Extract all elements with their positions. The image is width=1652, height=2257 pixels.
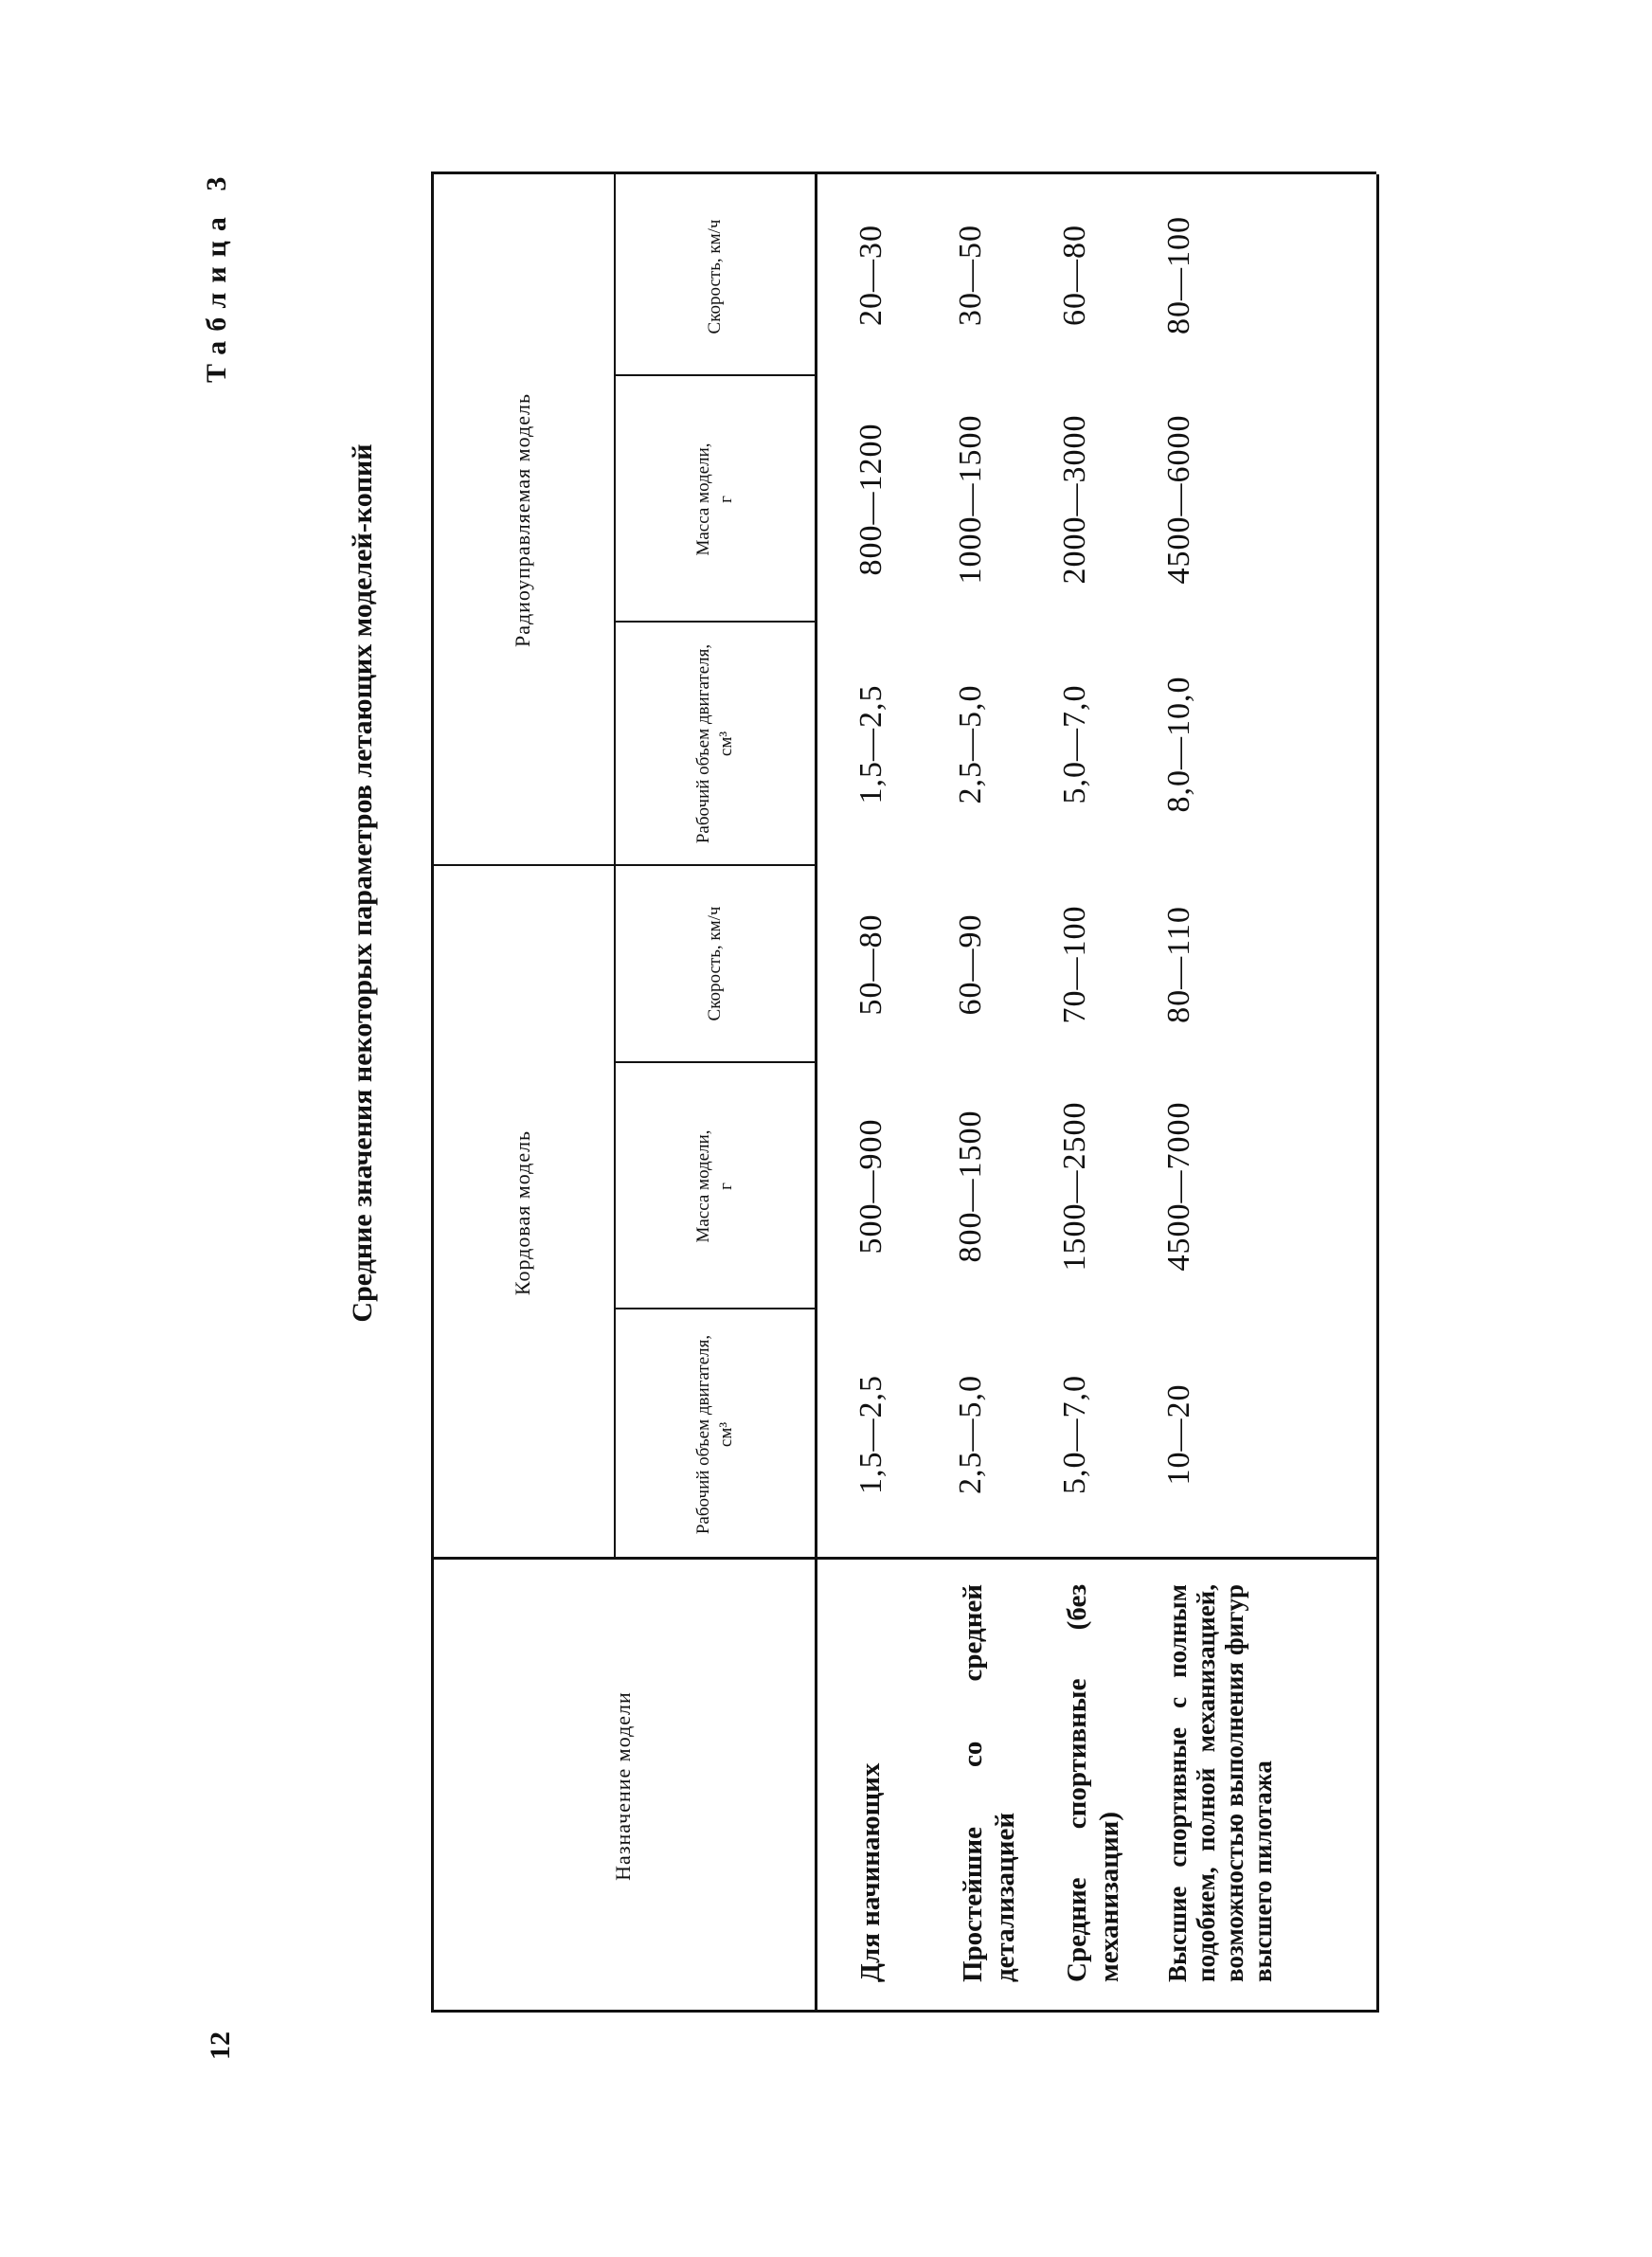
row-1-radio-speed: 20—30 [853, 225, 889, 326]
row-4-cord-mass: 4500—7000 [1161, 1101, 1196, 1272]
row-1-cord-volume: 1,5—2,5 [853, 1375, 889, 1494]
row-1-purpose: Для начинающих [855, 1762, 886, 1982]
col-header-cord-volume: Рабочий объем двигателя, см³ [693, 1334, 736, 1535]
row-4-cord-volume: 10—20 [1161, 1383, 1196, 1486]
row-4-radio-speed: 80—100 [1161, 216, 1196, 334]
col-divider-4 [614, 621, 815, 623]
group-header-radio: Радиоуправляемая модель [510, 392, 534, 648]
row-1-cord-mass: 500—900 [853, 1118, 889, 1255]
table-bottom-border [1376, 174, 1379, 2013]
col-header-radio-mass: Масса модели, г [693, 442, 736, 556]
row-2-radio-mass: 1000—1500 [953, 414, 988, 585]
row-4-radio-volume: 8,0—10,0 [1161, 676, 1196, 813]
row-3-radio-mass: 2000—3000 [1057, 414, 1092, 585]
col-header-radio-volume: Рабочий объем двигателя, см³ [693, 643, 736, 844]
row-2-cord-speed: 60—90 [953, 913, 988, 1016]
col-divider-5 [614, 374, 815, 376]
group-header-cord: Кордовая модель [510, 1129, 534, 1296]
col-divider-3 [614, 864, 815, 866]
row-3-cord-volume: 5,0—7,0 [1057, 1375, 1092, 1494]
header-body-divider [815, 174, 817, 2013]
table-title: Средние значения некоторых параметров летающих моделей-копий [347, 443, 378, 1323]
row-4-purpose: Высшие спортивные с полным подобием, полной механизацией, возможностью выполнения фигур высшего пилотажа [1163, 1584, 1277, 1982]
row-3-purpose: Средние спортивные (без механизации) [1062, 1584, 1124, 1982]
row-4-radio-mass: 4500—6000 [1161, 414, 1196, 585]
row-3-cord-mass: 1500—2500 [1057, 1101, 1092, 1272]
row-1-cord-speed: 50—80 [853, 913, 889, 1016]
col-header-cord-mass: Масса модели, г [693, 1129, 736, 1243]
row-1-radio-mass: 800—1200 [853, 423, 889, 576]
row-4-cord-speed: 80—110 [1161, 906, 1196, 1023]
row-2-radio-volume: 2,5—5,0 [953, 684, 988, 804]
row-2-radio-speed: 30—50 [953, 225, 988, 326]
row-2-cord-mass: 800—1500 [953, 1110, 988, 1263]
table-label: Таблица 3 [201, 167, 232, 383]
row-3-radio-volume: 5,0—7,0 [1057, 684, 1092, 804]
row-3-cord-speed: 70—100 [1057, 905, 1092, 1024]
row-1-radio-volume: 1,5—2,5 [853, 684, 889, 804]
row-2-purpose: Простейшие со средней детализацией [958, 1584, 1020, 1982]
col-divider-1 [614, 1308, 815, 1309]
row-3-radio-speed: 60—80 [1057, 225, 1092, 326]
row-2-cord-volume: 2,5—5,0 [953, 1375, 988, 1494]
col-divider-2 [614, 1061, 815, 1063]
purpose-header: Назначение модели [610, 1691, 635, 1881]
col-header-radio-speed: Скорость, км/ч [705, 219, 725, 334]
header-divider-line [614, 174, 616, 1560]
page-number: 12 [205, 2031, 236, 2060]
col-header-cord-speed: Скорость, км/ч [705, 906, 725, 1021]
